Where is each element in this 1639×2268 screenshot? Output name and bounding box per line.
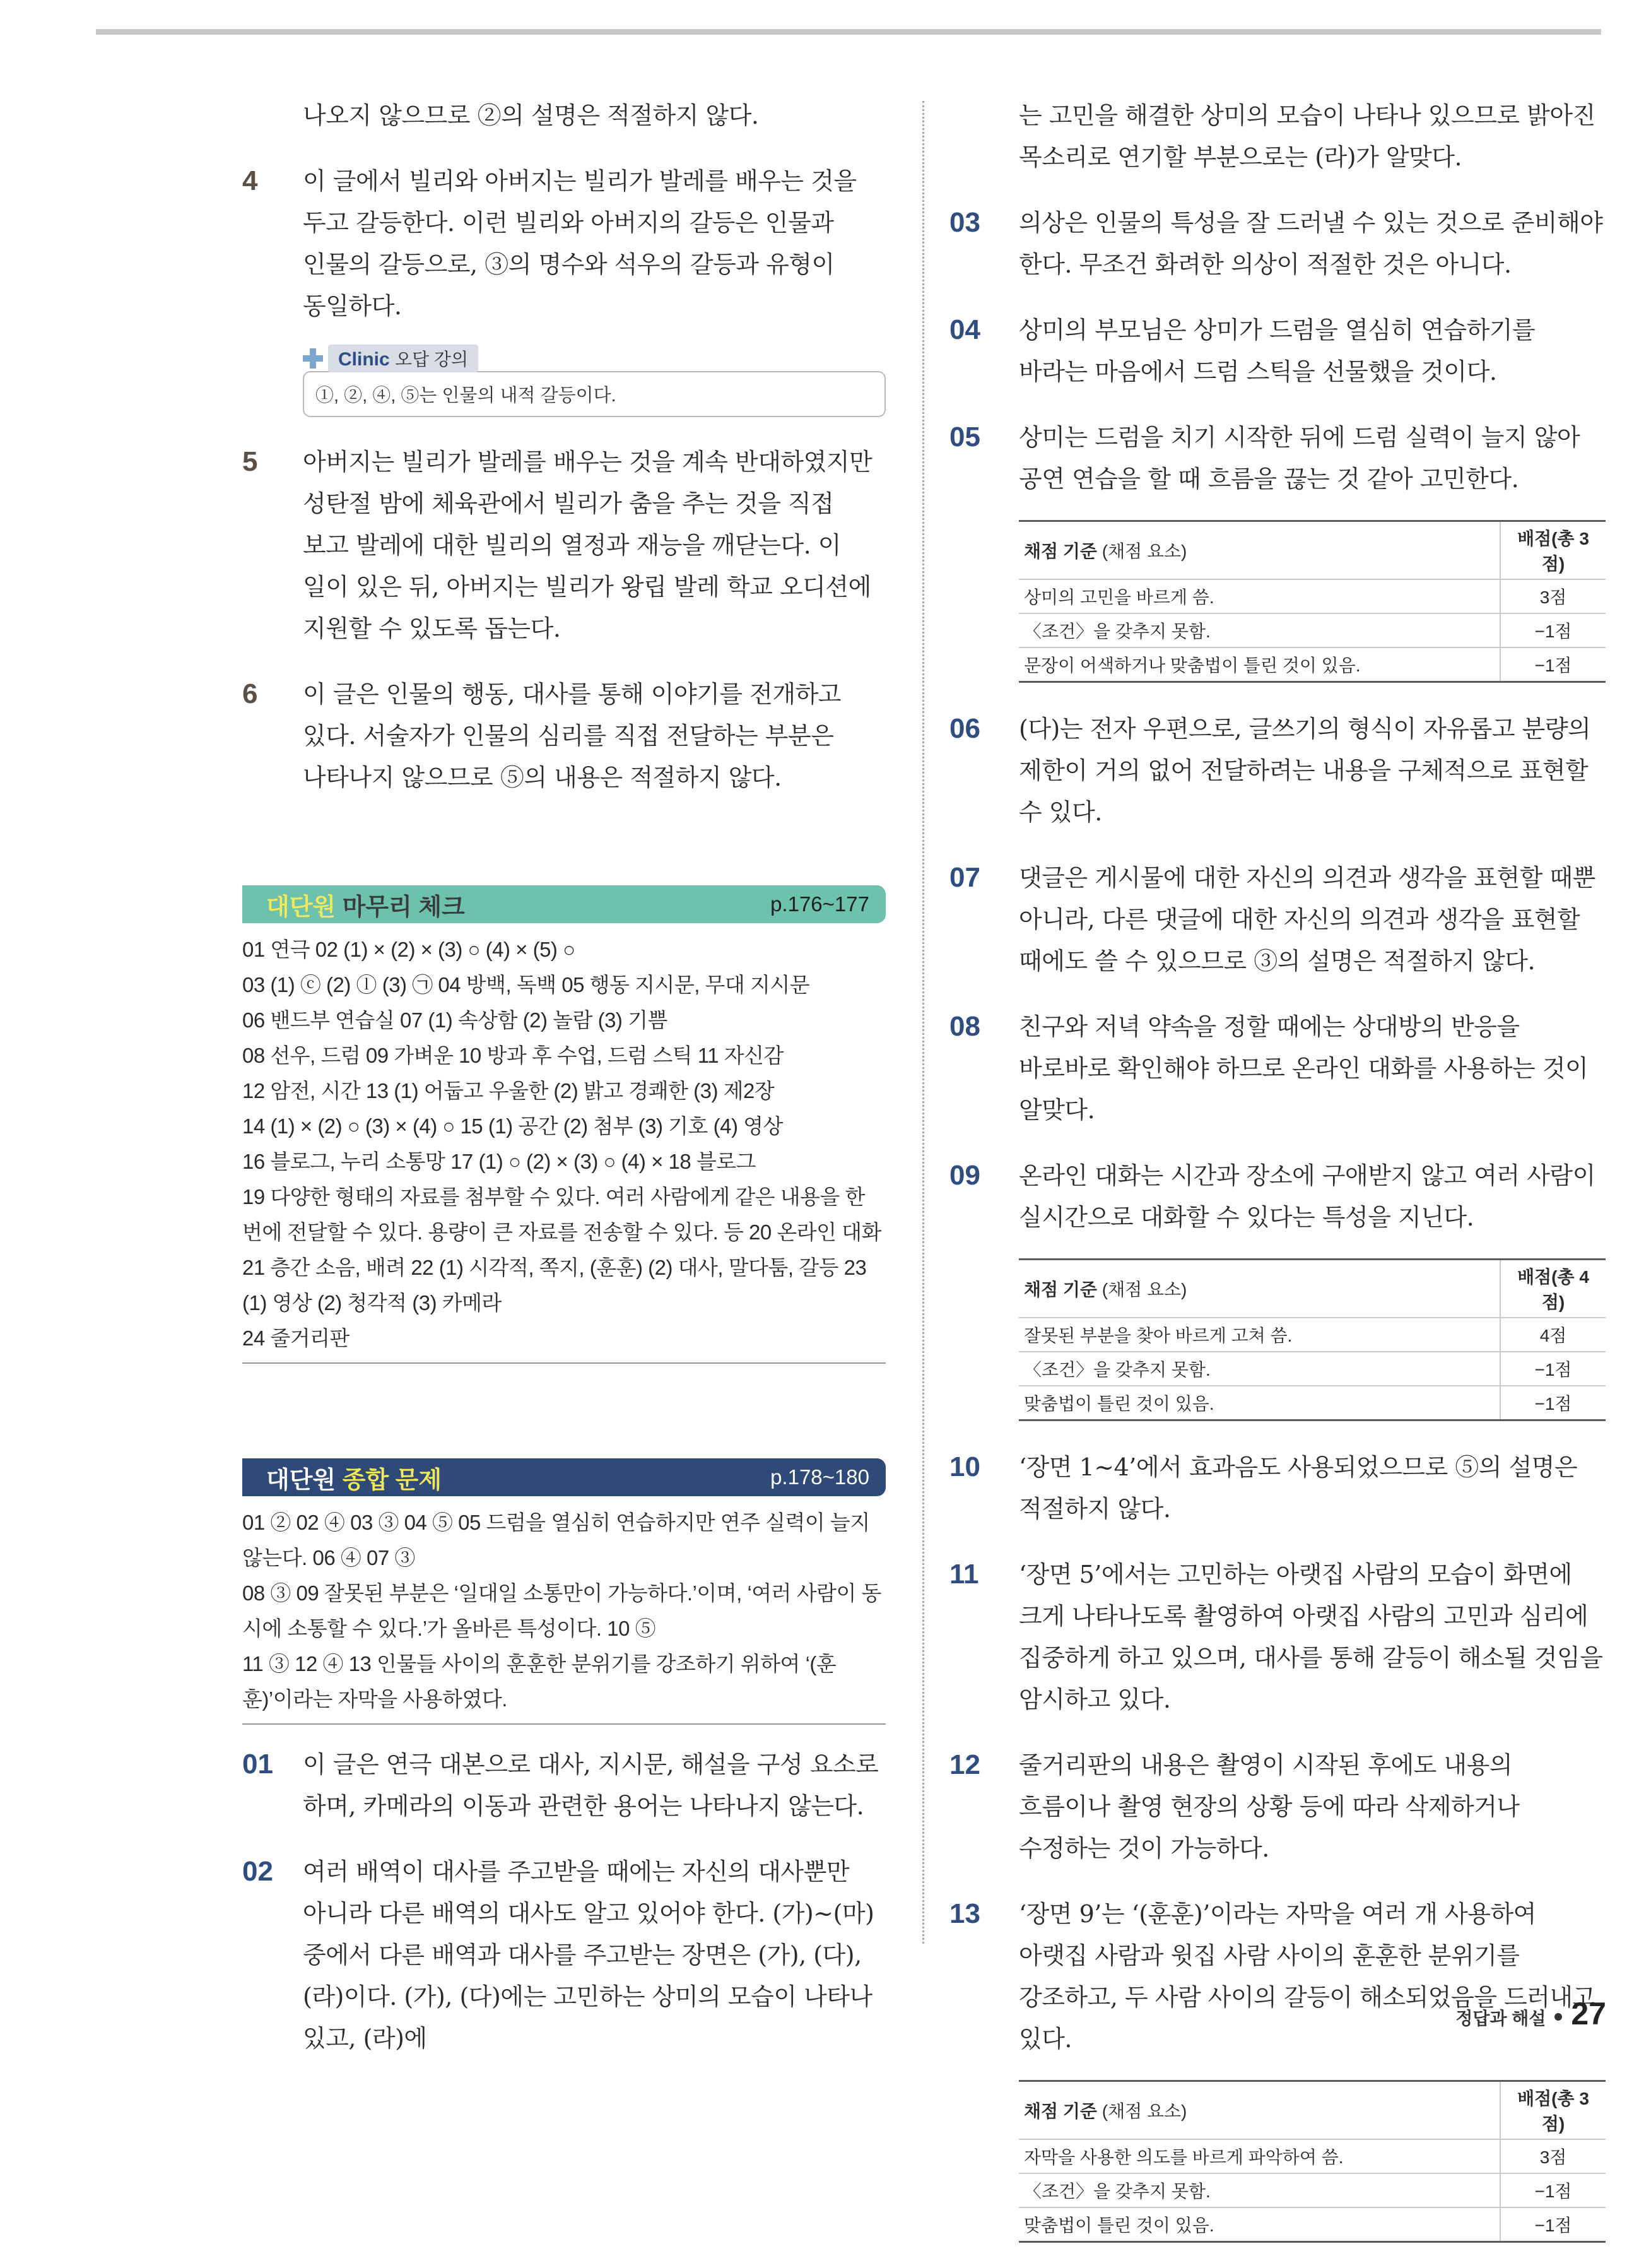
item-text: ‘장면 9’는 ‘(훈훈)’이라는 자막을 여러 개 사용하여 아랫집 사람과 윗집 사람 사이의 훈훈한 분위기를 강조하고, 두 사람 사이의 갈등이 해소되었음을 드러내고 있다. xyxy=(1019,1900,1595,2053)
table-cell: 3점 xyxy=(1500,2139,1606,2173)
table-cell: 3점 xyxy=(1500,579,1606,613)
answer-line: 14 (1) × (2) ○ (3) × (4) ○ 15 (1) 공간 (2) 첨부 (3) 기호 (4) 영상 xyxy=(242,1114,783,1138)
answer-item xyxy=(242,1744,886,1827)
table-cell: 4점 xyxy=(1500,1318,1606,1352)
answer-item xyxy=(242,673,886,798)
page-number: 27 xyxy=(1571,1996,1606,2031)
clinic-sub: 오답 강의 xyxy=(395,350,469,369)
table-cell: −1점 xyxy=(1500,647,1606,682)
answer-line: 06 밴드부 연습실 07 (1) 속상함 (2) 놀람 (3) 기쁨 xyxy=(242,1008,667,1032)
table-row xyxy=(1019,579,1606,613)
table-cell: −1점 xyxy=(1500,1352,1606,1386)
banner-title-b: 마무리 체크 xyxy=(342,894,465,921)
plus-icon xyxy=(303,348,323,369)
item-text: 의상은 인물의 특성을 잘 드러낼 수 있는 것으로 준비해야 한다. 무조건 화려한 의상이 적절한 것은 아니다. xyxy=(1019,209,1603,278)
table-cell: 맞춤법이 틀린 것이 있음. xyxy=(1019,2207,1500,2242)
bullet-icon xyxy=(1554,2013,1562,2021)
table-cell: −1점 xyxy=(1500,613,1606,647)
item-text: 친구와 저녁 약속을 정할 때에는 상대방의 반응을 바로바로 확인해야 하므로 온라인 대화를 사용하는 것이 알맞다. xyxy=(1019,1013,1589,1124)
table-header: 채점 기준 (채점 요소) xyxy=(1019,521,1500,580)
item-number: 6 xyxy=(242,678,258,709)
clinic-text: ①, ②, ④, ⑤는 인물의 내적 갈등이다. xyxy=(303,371,886,417)
item-text: 상미는 드럼을 치기 시작한 뒤에 드럼 실력이 늘지 않아 공연 연습을 할 때 흐름을 끊는 것 같아 고민한다. xyxy=(1019,423,1580,493)
review-answers xyxy=(242,1505,886,1725)
item-text: 여러 배역이 대사를 주고받을 때에는 자신의 대사뿐만 아니라 다른 배역의 대사도 알고 있어야 한다. (가)~(마) 중에서 다른 배역과 대사를 주고받는 장면은 (가), (다), (라)이다. (가), (다)에는 고민하는 상미의 모습이 나타나 있고, (라)에 xyxy=(303,1858,874,2052)
table-cell: 〈조건〉을 갖추지 못함. xyxy=(1019,1352,1500,1386)
clinic-note xyxy=(303,345,886,417)
table-header: 배점(총 3점) xyxy=(1500,521,1606,580)
item-number: 06 xyxy=(949,713,980,744)
item-number: 4 xyxy=(242,165,258,196)
item-text: 댓글은 게시물에 대한 자신의 의견과 생각을 표현할 때뿐 아니라, 다른 댓글에 대한 자신의 의견과 생각을 표현할 때에도 쓸 수 있으므로 ③의 설명은 적절하지 않다. xyxy=(1019,864,1595,975)
right-column xyxy=(949,95,1606,2268)
left-column xyxy=(242,95,886,2083)
table-row xyxy=(1019,1352,1606,1386)
answer-item xyxy=(949,202,1606,285)
table-row xyxy=(1019,1318,1606,1352)
answer-item xyxy=(949,1446,1606,1530)
continued-text: 는 고민을 해결한 상미의 모습이 나타나 있으므로 밝아진 목소리로 연기할 부분으로는 (라)가 알맞다. xyxy=(1019,102,1595,171)
table-cell: −1점 xyxy=(1500,2173,1606,2207)
answer-item xyxy=(949,309,1606,393)
unit-review-banner xyxy=(242,1458,886,1496)
check-answers xyxy=(242,932,886,1364)
item-text: 아버지는 빌리가 발레를 배우는 것을 계속 반대하였지만 성탄절 밤에 체육관에서 빌리가 춤을 추는 것을 직접 보고 발레에 대한 빌리의 열정과 재능을 깨닫는다. 이 일이 있은 뒤, 아버지는 빌리가 왕립 발레 학교 오디션에 지원할 수 있도록 돕는다. xyxy=(303,448,872,642)
table-cell: 자막을 사용한 의도를 바르게 파악하여 씀. xyxy=(1019,2139,1500,2173)
table-cell: 상미의 고민을 바르게 씀. xyxy=(1019,579,1500,613)
column-divider xyxy=(922,101,924,1944)
answer-line: 24 줄거리판 xyxy=(242,1326,350,1350)
top-rule xyxy=(96,29,1601,35)
answer-line: 03 (1) ⓒ (2) ⓛ (3) ㉠ 04 방백, 독백 05 행동 지시문, 무대 지시문 xyxy=(242,973,810,996)
continued-text: 나오지 않으므로 ②의 설명은 적절하지 않다. xyxy=(303,102,759,129)
clinic-tag xyxy=(328,345,478,372)
footer-label: 정답과 해설 xyxy=(1455,2009,1546,2028)
page-range: p.178~180 xyxy=(770,1465,869,1489)
table-row xyxy=(1019,1386,1606,1420)
scoring-table xyxy=(1019,520,1606,683)
item-number: 03 xyxy=(949,207,980,238)
answer-item xyxy=(242,1851,886,2059)
item-number: 13 xyxy=(949,1898,980,1929)
item-number: 12 xyxy=(949,1749,980,1780)
table-cell: −1점 xyxy=(1500,1386,1606,1420)
item-text: 줄거리판의 내용은 촬영이 시작된 후에도 내용의 흐름이나 촬영 현장의 상황 등에 따라 삭제하거나 수정하는 것이 가능하다. xyxy=(1019,1751,1520,1862)
item-number: 02 xyxy=(242,1856,273,1887)
table-row xyxy=(1019,2173,1606,2207)
page-range: p.176~177 xyxy=(770,892,869,916)
table-row xyxy=(1019,613,1606,647)
item-number: 11 xyxy=(949,1559,979,1590)
answer-item xyxy=(242,441,886,649)
item-text: 온라인 대화는 시간과 장소에 구애받지 않고 여러 사람이 실시간으로 대화할 수 있다는 특성을 지닌다. xyxy=(1019,1162,1595,1231)
answer-item xyxy=(949,1554,1606,1720)
answer-line: 12 암전, 시간 13 (1) 어둡고 우울한 (2) 밝고 경쾌한 (3) 제2장 xyxy=(242,1079,775,1102)
banner-title-a: 대단원 xyxy=(266,1467,336,1494)
answer-line: 11 ③ 12 ④ 13 인물들 사이의 훈훈한 분위기를 강조하기 위하여 ‘(훈훈)’이라는 자막을 사용하였다. xyxy=(242,1652,837,1711)
table-row xyxy=(1019,2207,1606,2242)
table-cell: 문장이 어색하거나 맞춤법이 틀린 것이 있음. xyxy=(1019,647,1500,682)
table-cell: −1점 xyxy=(1500,2207,1606,2242)
table-cell: 〈조건〉을 갖추지 못함. xyxy=(1019,2173,1500,2207)
item-text: 이 글은 연극 대본으로 대사, 지시문, 해설을 구성 요소로 하며, 카메라의 이동과 관련한 용어는 나타나지 않는다. xyxy=(303,1751,879,1820)
item-text: ‘장면 5’에서는 고민하는 아랫집 사람의 모습이 화면에 크게 나타나도록 촬영하여 아랫집 사람의 고민과 심리에 집중하게 하고 있으며, 대사를 통해 갈등이 해소될 것임을 암시하고 있다. xyxy=(1019,1561,1603,1713)
answer-item xyxy=(949,1006,1606,1131)
item-text: 이 글은 인물의 행동, 대사를 통해 이야기를 전개하고 있다. 서술자가 인물의 심리를 직접 전달하는 부분은 나타나지 않으므로 ⑤의 내용은 적절하지 않다. xyxy=(303,680,842,791)
page-footer xyxy=(1455,1995,1606,2032)
item-text: 상미의 부모님은 상미가 드럼을 열심히 연습하기를 바라는 마음에서 드럼 스틱을 선물했을 것이다. xyxy=(1019,316,1536,386)
table-header: 채점 기준 (채점 요소) xyxy=(1019,1260,1500,1318)
answer-item xyxy=(949,1155,1606,1238)
table-header: 배점(총 4점) xyxy=(1500,1260,1606,1318)
answer-item xyxy=(949,857,1606,982)
table-cell: 잘못된 부분을 찾아 바르게 고쳐 씀. xyxy=(1019,1318,1500,1352)
item-text: 이 글에서 빌리와 아버지는 빌리가 발레를 배우는 것을 두고 갈등한다. 이런 빌리와 아버지의 갈등은 인물과 인물의 갈등으로, ③의 명수와 석우의 갈등과 유형이 동일하다. xyxy=(303,167,857,320)
item-number: 5 xyxy=(242,446,258,477)
unit-check-banner xyxy=(242,885,886,923)
answer-item xyxy=(949,416,1606,500)
item-number: 09 xyxy=(949,1160,980,1191)
answer-line: 19 다양한 형태의 자료를 첨부할 수 있다. 여러 사람에게 같은 내용을 한 번에 전달할 수 있다. 용량이 큰 자료를 전송할 수 있다. 등 20 온라인 대화 21 층간 소음, 배려 22 (1) 시각적, 쪽지, (훈훈) (2) 대사, 말다툼, 갈등 23 (1) 영상 (2) 청각적 (3) 카메라 xyxy=(242,1185,881,1314)
table-cell: 맞춤법이 틀린 것이 있음. xyxy=(1019,1386,1500,1420)
item-number: 01 xyxy=(242,1749,273,1780)
item-number: 10 xyxy=(949,1451,980,1482)
answer-line: 08 ③ 09 잘못된 부분은 ‘일대일 소통만이 가능하다.’이며, ‘여러 사람이 동시에 소통할 수 있다.’가 올바른 특성이다. 10 ⑤ xyxy=(242,1581,881,1640)
banner-title-a: 대단원 xyxy=(266,894,336,921)
answer-item xyxy=(949,1893,1606,2060)
item-number: 08 xyxy=(949,1011,980,1042)
item-number: 07 xyxy=(949,862,980,893)
item-number: 05 xyxy=(949,422,980,452)
item-text: (다)는 전자 우편으로, 글쓰기의 형식이 자유롭고 분량의 제한이 거의 없어 전달하려는 내용을 구체적으로 표현할 수 있다. xyxy=(1019,715,1591,826)
answer-item xyxy=(949,1744,1606,1869)
answer-line: 16 블로그, 누리 소통망 17 (1) ○ (2) × (3) ○ (4) × 18 블로그 xyxy=(242,1150,756,1173)
table-row xyxy=(1019,647,1606,682)
item-number: 04 xyxy=(949,314,980,345)
table-header: 채점 기준 (채점 요소) xyxy=(1019,2081,1500,2140)
scoring-table xyxy=(1019,2080,1606,2243)
table-row xyxy=(1019,2139,1606,2173)
answer-item xyxy=(242,160,886,327)
answer-item xyxy=(949,708,1606,833)
item-text: ‘장면 1~4’에서 효과음도 사용되었으므로 ⑤의 설명은 적절하지 않다. xyxy=(1019,1453,1578,1523)
answer-line: 01 연극 02 (1) × (2) × (3) ○ (4) × (5) ○ xyxy=(242,938,575,961)
table-cell: 〈조건〉을 갖추지 못함. xyxy=(1019,613,1500,647)
table-header: 배점(총 3점) xyxy=(1500,2081,1606,2140)
banner-title-b: 종합 문제 xyxy=(342,1467,442,1494)
answer-line: 01 ② 02 ④ 03 ③ 04 ⑤ 05 드럼을 열심히 연습하지만 연주 실력이 늘지 않는다. 06 ④ 07 ③ xyxy=(242,1511,870,1569)
scoring-table xyxy=(1019,1258,1606,1421)
clinic-label: Clinic xyxy=(338,349,390,370)
answer-line: 08 선우, 드럼 09 가벼운 10 방과 후 수업, 드럼 스틱 11 자신감 xyxy=(242,1044,784,1067)
